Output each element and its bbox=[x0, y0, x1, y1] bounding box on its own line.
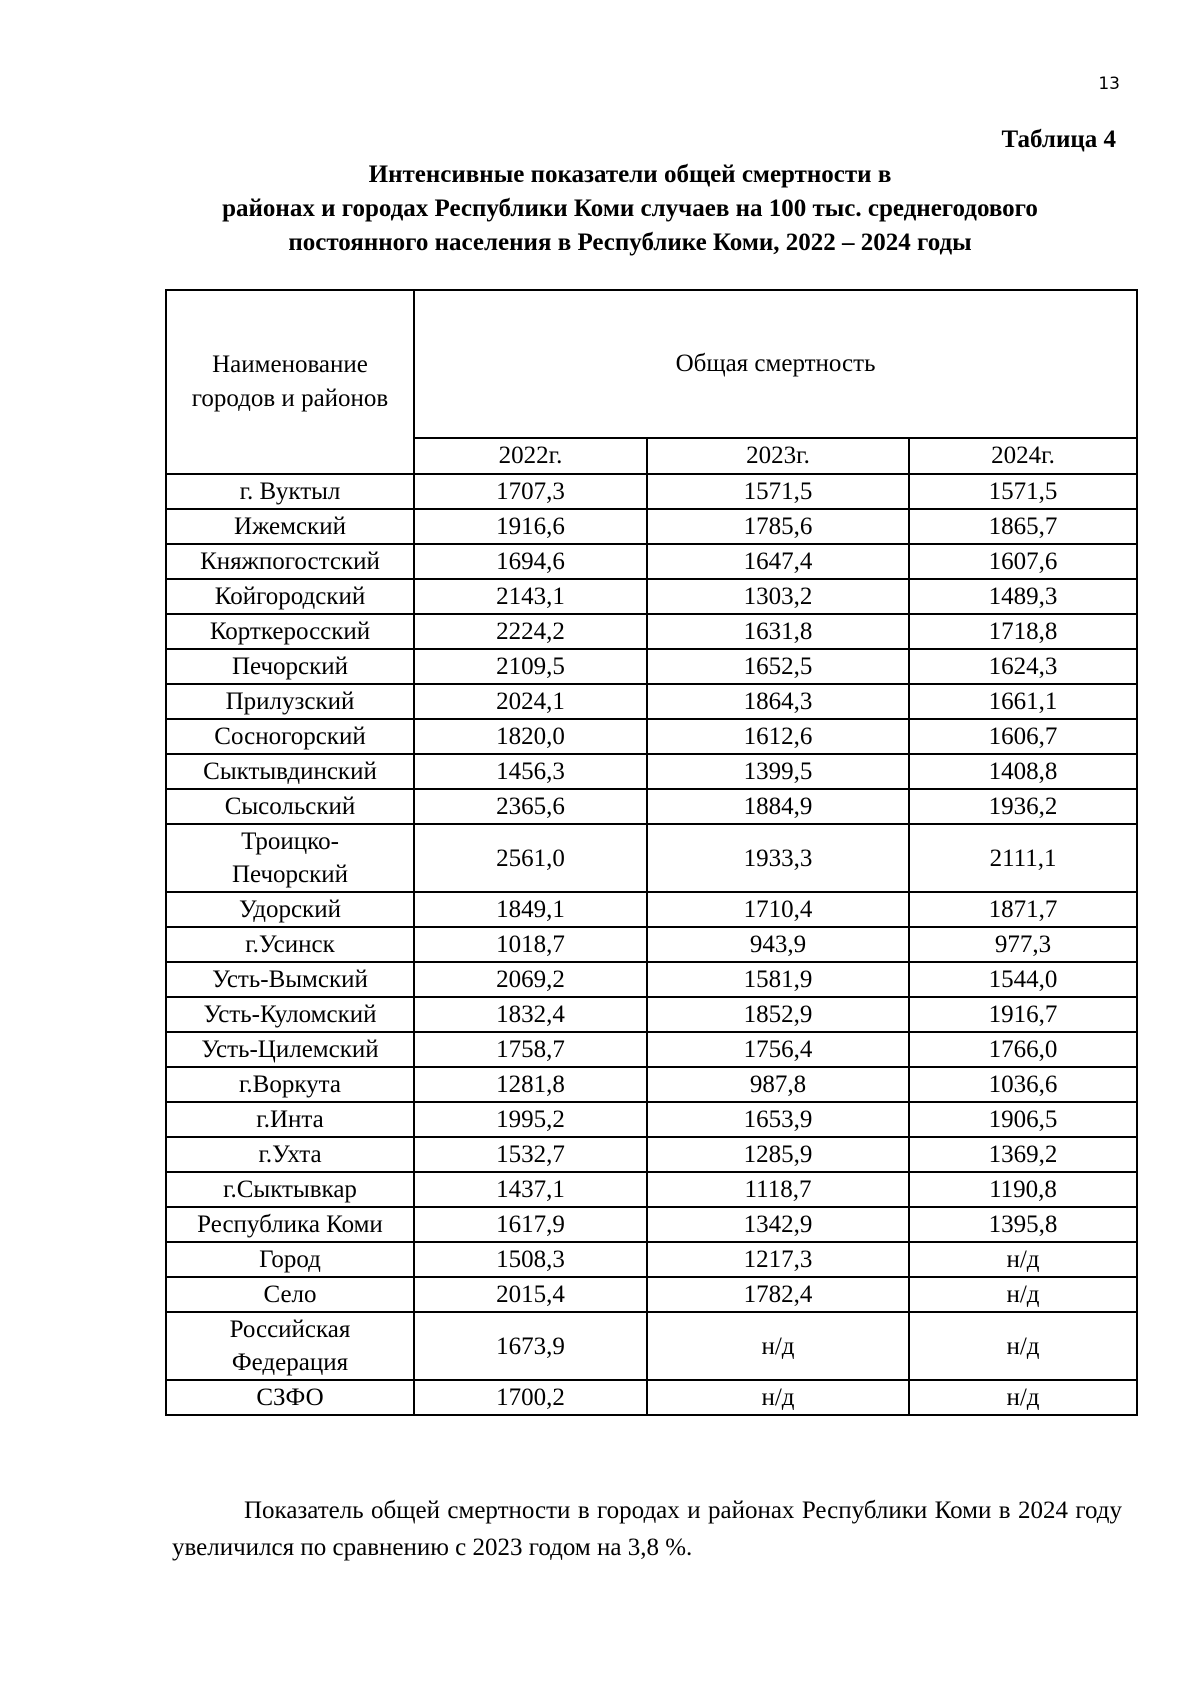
value-cell: 1408,8 bbox=[909, 754, 1137, 789]
value-cell: 1832,4 bbox=[414, 997, 647, 1032]
group-header: Общая смертность bbox=[414, 290, 1137, 438]
value-cell: 943,9 bbox=[647, 927, 909, 962]
table-row bbox=[166, 1380, 1137, 1415]
row-name-cell: Село bbox=[166, 1277, 414, 1312]
value-cell: 1285,9 bbox=[647, 1137, 909, 1172]
table-row bbox=[166, 579, 1137, 614]
row-name-cell bbox=[166, 1312, 414, 1380]
row-name-line: Федерация bbox=[231, 1349, 349, 1376]
value-cell: 1624,3 bbox=[909, 649, 1137, 684]
name-header-line: Наименование bbox=[212, 351, 368, 378]
value-cell: 1631,8 bbox=[647, 614, 909, 649]
value-cell: 1606,7 bbox=[909, 719, 1137, 754]
table-row bbox=[166, 649, 1137, 684]
row-name-cell: Сосногорский bbox=[166, 719, 414, 754]
value-cell: 2365,6 bbox=[414, 789, 647, 824]
table-row bbox=[166, 1277, 1137, 1312]
value-cell: 1782,4 bbox=[647, 1277, 909, 1312]
row-name-cell: Республика Коми bbox=[166, 1207, 414, 1242]
value-cell: н/д bbox=[909, 1312, 1137, 1380]
value-cell: 1756,4 bbox=[647, 1032, 909, 1067]
value-cell: 2015,4 bbox=[414, 1277, 647, 1312]
value-cell: 1653,9 bbox=[647, 1102, 909, 1137]
name-header-line: городов и районов bbox=[191, 385, 389, 412]
value-cell: 1906,5 bbox=[909, 1102, 1137, 1137]
value-cell: 1281,8 bbox=[414, 1067, 647, 1102]
row-name-cell: г.Ухта bbox=[166, 1137, 414, 1172]
name-column-header bbox=[166, 290, 414, 474]
value-cell: 1437,1 bbox=[414, 1172, 647, 1207]
value-cell: 1342,9 bbox=[647, 1207, 909, 1242]
page-number: 13 bbox=[1098, 74, 1120, 94]
value-cell: 1933,3 bbox=[647, 824, 909, 892]
summary-paragraph: Показатель общей смертности в городах и районах Республики Коми в 2024 году увеличился по сравнению с 2023 годом на 3,8 %. bbox=[172, 1497, 1122, 1561]
row-name-cell: Сысольский bbox=[166, 789, 414, 824]
value-cell: 2109,5 bbox=[414, 649, 647, 684]
year-header-2022: 2022г. bbox=[414, 438, 647, 474]
table-row bbox=[166, 927, 1137, 962]
value-cell: 1217,3 bbox=[647, 1242, 909, 1277]
value-cell: 2143,1 bbox=[414, 579, 647, 614]
row-name-cell: Корткеросский bbox=[166, 614, 414, 649]
row-name-cell: Усть-Куломский bbox=[166, 997, 414, 1032]
table-row bbox=[166, 614, 1137, 649]
row-name-line: Российская bbox=[229, 1316, 351, 1343]
value-cell: 1995,2 bbox=[414, 1102, 647, 1137]
table-label: Таблица 4 bbox=[1001, 126, 1116, 153]
value-cell: н/д bbox=[647, 1312, 909, 1380]
row-name-cell: г.Усинск bbox=[166, 927, 414, 962]
value-cell: 1710,4 bbox=[647, 892, 909, 927]
table-row bbox=[166, 474, 1137, 509]
table-row bbox=[166, 824, 1137, 892]
row-name-cell: Усть-Вымский bbox=[166, 962, 414, 997]
value-cell: 1652,5 bbox=[647, 649, 909, 684]
value-cell: 1607,6 bbox=[909, 544, 1137, 579]
table-row bbox=[166, 544, 1137, 579]
value-cell: 977,3 bbox=[909, 927, 1137, 962]
value-cell: 1303,2 bbox=[647, 579, 909, 614]
value-cell: 1707,3 bbox=[414, 474, 647, 509]
year-header-2024: 2024г. bbox=[909, 438, 1137, 474]
value-cell: 1036,6 bbox=[909, 1067, 1137, 1102]
table-row bbox=[166, 1242, 1137, 1277]
value-cell: 1694,6 bbox=[414, 544, 647, 579]
title-line: районах и городах Республики Коми случаев на 100 тыс. среднегодового bbox=[222, 195, 1038, 222]
value-cell: 1916,6 bbox=[414, 509, 647, 544]
table-row bbox=[166, 754, 1137, 789]
value-cell: 1581,9 bbox=[647, 962, 909, 997]
value-cell: 1916,7 bbox=[909, 997, 1137, 1032]
table-row bbox=[166, 1102, 1137, 1137]
value-cell: 1758,7 bbox=[414, 1032, 647, 1067]
value-cell: 1395,8 bbox=[909, 1207, 1137, 1242]
row-name-cell: г.Воркута bbox=[166, 1067, 414, 1102]
value-cell: 1456,3 bbox=[414, 754, 647, 789]
value-cell: 1871,7 bbox=[909, 892, 1137, 927]
value-cell: 1884,9 bbox=[647, 789, 909, 824]
value-cell: 1864,3 bbox=[647, 684, 909, 719]
table-row bbox=[166, 1067, 1137, 1102]
value-cell: 1571,5 bbox=[909, 474, 1137, 509]
value-cell: 1936,2 bbox=[909, 789, 1137, 824]
table-row bbox=[166, 1172, 1137, 1207]
row-name-cell: г.Сыктывкар bbox=[166, 1172, 414, 1207]
value-cell: н/д bbox=[909, 1277, 1137, 1312]
value-cell: 1700,2 bbox=[414, 1380, 647, 1415]
table-row bbox=[166, 1207, 1137, 1242]
row-name-cell: Княжпогостский bbox=[166, 544, 414, 579]
value-cell: н/д bbox=[647, 1380, 909, 1415]
table-row bbox=[166, 789, 1137, 824]
row-name-cell: Удорский bbox=[166, 892, 414, 927]
title-line: постоянного населения в Республике Коми, 2022 – 2024 годы bbox=[288, 229, 972, 256]
value-cell: 1820,0 bbox=[414, 719, 647, 754]
table-row bbox=[166, 509, 1137, 544]
value-cell: 987,8 bbox=[647, 1067, 909, 1102]
row-name-cell: Сыктывдинский bbox=[166, 754, 414, 789]
title-line: Интенсивные показатели общей смертности в bbox=[368, 161, 892, 188]
row-name-cell: СЗФО bbox=[166, 1380, 414, 1415]
table-row bbox=[166, 892, 1137, 927]
value-cell: н/д bbox=[909, 1380, 1137, 1415]
value-cell: 1508,3 bbox=[414, 1242, 647, 1277]
value-cell: 1544,0 bbox=[909, 962, 1137, 997]
row-name-cell bbox=[166, 824, 414, 892]
row-name-cell: Койгородский bbox=[166, 579, 414, 614]
table-row bbox=[166, 962, 1137, 997]
value-cell: 1673,9 bbox=[414, 1312, 647, 1380]
value-cell: 2024,1 bbox=[414, 684, 647, 719]
year-header-2023: 2023г. bbox=[647, 438, 909, 474]
row-name-cell: г. Вуктыл bbox=[166, 474, 414, 509]
row-name-cell: Прилузский bbox=[166, 684, 414, 719]
value-cell: 1785,6 bbox=[647, 509, 909, 544]
value-cell: 1532,7 bbox=[414, 1137, 647, 1172]
value-cell: 1852,9 bbox=[647, 997, 909, 1032]
row-name-cell: г.Инта bbox=[166, 1102, 414, 1137]
row-name-cell: Ижемский bbox=[166, 509, 414, 544]
value-cell: 2561,0 bbox=[414, 824, 647, 892]
value-cell: 1661,1 bbox=[909, 684, 1137, 719]
value-cell: 1018,7 bbox=[414, 927, 647, 962]
table-row bbox=[166, 997, 1137, 1032]
table-row bbox=[166, 1137, 1137, 1172]
row-name-cell: Город bbox=[166, 1242, 414, 1277]
row-name-cell: Печорский bbox=[166, 649, 414, 684]
row-name-line: Печорский bbox=[231, 861, 349, 888]
value-cell: 1647,4 bbox=[647, 544, 909, 579]
mortality-table bbox=[165, 289, 1138, 1416]
value-cell: 2111,1 bbox=[909, 824, 1137, 892]
value-cell: 1612,6 bbox=[647, 719, 909, 754]
table-row bbox=[166, 1312, 1137, 1380]
value-cell: 1118,7 bbox=[647, 1172, 909, 1207]
table-row bbox=[166, 684, 1137, 719]
value-cell: 1399,5 bbox=[647, 754, 909, 789]
value-cell: 1489,3 bbox=[909, 579, 1137, 614]
value-cell: 1190,8 bbox=[909, 1172, 1137, 1207]
value-cell: 1369,2 bbox=[909, 1137, 1137, 1172]
value-cell: 1571,5 bbox=[647, 474, 909, 509]
value-cell: 1766,0 bbox=[909, 1032, 1137, 1067]
row-name-line: Троицко- bbox=[241, 828, 339, 855]
row-name-cell: Усть-Цилемский bbox=[166, 1032, 414, 1067]
table-title bbox=[150, 158, 1110, 260]
value-cell: 2069,2 bbox=[414, 962, 647, 997]
value-cell: 1617,9 bbox=[414, 1207, 647, 1242]
value-cell: 1718,8 bbox=[909, 614, 1137, 649]
value-cell: н/д bbox=[909, 1242, 1137, 1277]
table-row bbox=[166, 719, 1137, 754]
value-cell: 1865,7 bbox=[909, 509, 1137, 544]
value-cell: 1849,1 bbox=[414, 892, 647, 927]
value-cell: 2224,2 bbox=[414, 614, 647, 649]
table-row bbox=[166, 1032, 1137, 1067]
